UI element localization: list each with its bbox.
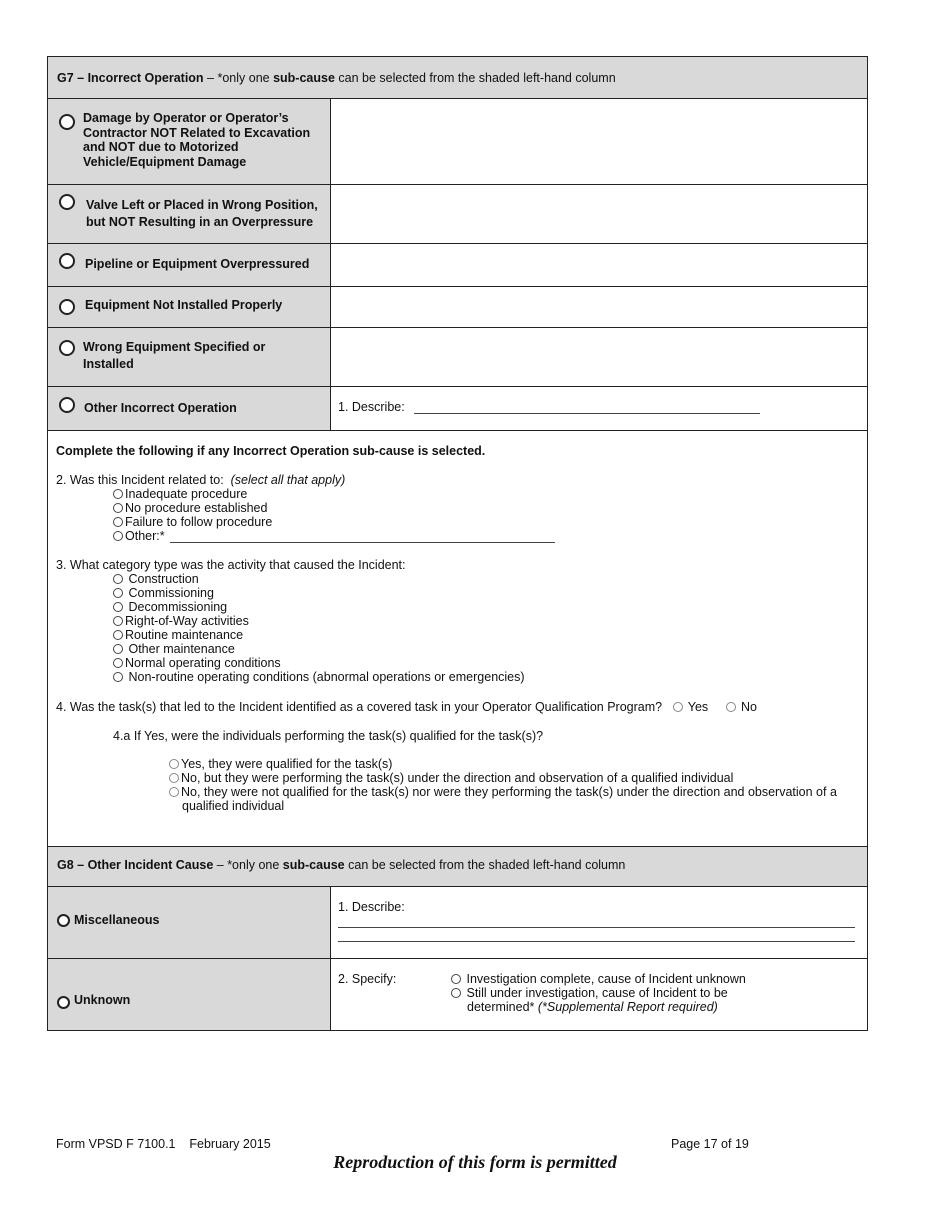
subcause-damage-label: Damage by Operator or Operator’s Contractor NOT Related to Excavation and NOT due to Motorized Vehicle/Equipment Damage bbox=[83, 111, 311, 169]
radio-icon[interactable] bbox=[169, 759, 179, 769]
q3-option[interactable]: Decommissioning bbox=[113, 600, 227, 615]
subcause-not-installed-label: Equipment Not Installed Properly bbox=[85, 298, 283, 312]
radio-icon[interactable] bbox=[113, 630, 123, 640]
q4-row: 4. Was the task(s) that led to the Incident identified as a covered task in your Operator Qualification Program? Yes No bbox=[56, 700, 758, 714]
radio-icon[interactable] bbox=[113, 531, 123, 541]
misc-describe-input-line1[interactable] bbox=[338, 927, 855, 928]
q3-label: 3. What category type was the activity that caused the Incident: bbox=[56, 558, 406, 572]
subcause-valve-label: Valve Left or Placed in Wrong Position, but NOT Resulting in an Overpressure bbox=[86, 198, 318, 229]
radio-icon[interactable] bbox=[169, 787, 179, 797]
g7-title: G7 – Incorrect Operation bbox=[57, 71, 204, 85]
q4-yes-radio[interactable] bbox=[673, 702, 683, 712]
g8-header: G8 – Other Incident Cause – *only one sub-cause can be selected from the shaded left-hand column bbox=[57, 858, 626, 872]
q2-option[interactable]: Failure to follow procedure bbox=[113, 515, 272, 530]
g7-describe: 1. Describe: bbox=[338, 400, 405, 414]
q3-option[interactable]: Normal operating conditions bbox=[113, 656, 281, 671]
subcause-valve-radio[interactable] bbox=[59, 194, 75, 210]
q3-option[interactable]: Right-of-Way activities bbox=[113, 614, 249, 629]
q3-option[interactable]: Non-routine operating conditions (abnormal operations or emergencies) bbox=[113, 670, 525, 685]
misc-describe-input-line2[interactable] bbox=[338, 941, 855, 942]
q4a-option[interactable]: No, but they were performing the task(s) under the direction and observation of a qualified individual bbox=[169, 771, 733, 786]
q3-option[interactable]: Construction bbox=[113, 572, 199, 587]
subcause-wrong-equipment-label: Wrong Equipment Specified or Installed bbox=[83, 340, 266, 371]
subcause-damage-radio[interactable] bbox=[59, 114, 75, 130]
radio-icon[interactable] bbox=[113, 602, 123, 612]
radio-icon[interactable] bbox=[113, 517, 123, 527]
complete-instruction: Complete the following if any Incorrect Operation sub-cause is selected. bbox=[56, 444, 486, 458]
specify-option[interactable]: Still under investigation, cause of Incident to be bbox=[451, 986, 728, 1001]
footer-form-id: Form VPSD F 7100.1 February 2015 bbox=[56, 1137, 271, 1151]
radio-icon[interactable] bbox=[451, 988, 461, 998]
g8-title: G8 – Other Incident Cause bbox=[57, 858, 214, 872]
specify-option[interactable]: Investigation complete, cause of Incident unknown bbox=[451, 972, 746, 987]
q2-label: 2. Was this Incident related to: (select all that apply) bbox=[56, 473, 346, 487]
g7-header: G7 – Incorrect Operation – *only one sub-cause can be selected from the shaded left-hand column bbox=[57, 71, 616, 85]
q4a-option-cont: qualified individual bbox=[182, 799, 285, 813]
radio-icon[interactable] bbox=[113, 616, 123, 626]
subcause-wrong-equipment-radio[interactable] bbox=[59, 340, 75, 356]
radio-icon[interactable] bbox=[113, 658, 123, 668]
radio-icon[interactable] bbox=[169, 773, 179, 783]
q2-option[interactable]: No procedure established bbox=[113, 501, 267, 516]
radio-icon[interactable] bbox=[113, 644, 123, 654]
g7-describe-input[interactable] bbox=[414, 413, 760, 414]
radio-icon[interactable] bbox=[113, 672, 123, 682]
subcause-not-installed-radio[interactable] bbox=[59, 299, 75, 315]
q4-no-radio[interactable] bbox=[726, 702, 736, 712]
q2-option[interactable]: Inadequate procedure bbox=[113, 487, 247, 502]
q4a-option[interactable]: No, they were not qualified for the task(s) nor were they performing the task(s) under the direction and observation of a bbox=[169, 785, 837, 800]
q3-option[interactable]: Other maintenance bbox=[113, 642, 235, 657]
specify-option-cont: determined* (*Supplemental Report required) bbox=[467, 1000, 718, 1014]
q3-option[interactable]: Commissioning bbox=[113, 586, 214, 601]
radio-icon[interactable] bbox=[113, 489, 123, 499]
footer-reproduction-notice: Reproduction of this form is permitted bbox=[333, 1152, 617, 1172]
subcause-unknown-label: Unknown bbox=[74, 993, 131, 1007]
radio-icon[interactable] bbox=[113, 503, 123, 513]
subcause-unknown-radio[interactable] bbox=[57, 996, 70, 1009]
q2-other-input[interactable] bbox=[170, 542, 555, 543]
radio-icon[interactable] bbox=[113, 588, 123, 598]
footer-page-number: Page 17 of 19 bbox=[671, 1137, 749, 1151]
specify-label: 2. Specify: bbox=[338, 972, 397, 986]
q2-option-other[interactable]: Other:* bbox=[113, 529, 165, 544]
form-section-box bbox=[47, 56, 868, 1031]
radio-icon[interactable] bbox=[451, 974, 461, 984]
subcause-other-incorrect-radio[interactable] bbox=[59, 397, 75, 413]
q4a-label: 4.a If Yes, were the individuals performing the task(s) qualified for the task(s)? bbox=[113, 729, 544, 743]
q4a-option[interactable]: Yes, they were qualified for the task(s) bbox=[169, 757, 392, 772]
q3-option[interactable]: Routine maintenance bbox=[113, 628, 243, 643]
subcause-overpressured-label: Pipeline or Equipment Overpressured bbox=[85, 257, 310, 271]
subcause-other-incorrect-label: Other Incorrect Operation bbox=[84, 401, 237, 415]
radio-icon[interactable] bbox=[113, 574, 123, 584]
misc-describe-label: 1. Describe: bbox=[338, 900, 405, 914]
subcause-misc-radio[interactable] bbox=[57, 914, 70, 927]
subcause-overpressured-radio[interactable] bbox=[59, 253, 75, 269]
subcause-misc-label: Miscellaneous bbox=[74, 913, 160, 927]
